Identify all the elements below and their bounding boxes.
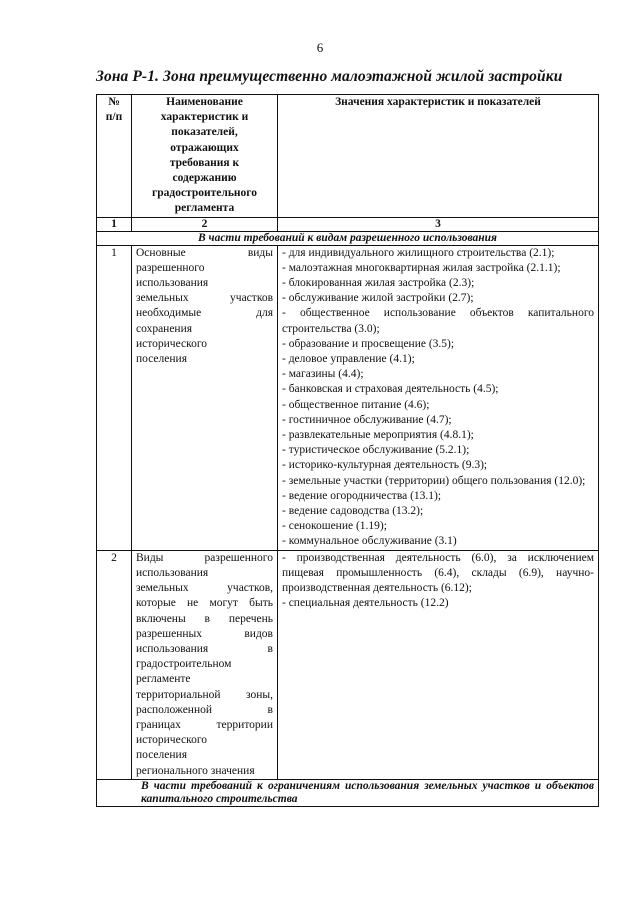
page-number: 6 bbox=[316, 40, 324, 55]
document-title: Зона Р-1. Зона преимущественно малоэтажной жилой застройки bbox=[96, 68, 563, 85]
table-row bbox=[97, 550, 599, 779]
list-item: - историко-культурная деятельность (9.3); bbox=[282, 459, 488, 472]
row-number: 2 bbox=[97, 550, 132, 779]
list-item: - производственная деятельность (6.0), за исключением пищевая промышленность (6.4), склады (6.9), научно-производственная деятельность (6.12); bbox=[282, 551, 594, 595]
header-values: Значения характеристик и показателей bbox=[278, 95, 599, 218]
list-item: - для индивидуального жилищного строительства (2.1); bbox=[282, 246, 555, 259]
list-item: - обслуживание жилой застройки (2.7); bbox=[282, 292, 474, 305]
column-number: 1 bbox=[97, 217, 132, 231]
list-item: - специальная деятельность (12.2) bbox=[282, 597, 449, 610]
row-values-list bbox=[278, 245, 599, 550]
section-heading: В части требований к ограничениям использования земельных участков и объектов капитального строительства bbox=[97, 779, 599, 806]
list-item: - гостиничное обслуживание (4.7); bbox=[282, 413, 452, 426]
table-row bbox=[97, 245, 599, 550]
column-number-row bbox=[97, 217, 599, 231]
list-item: - деловое управление (4.1); bbox=[282, 353, 415, 366]
header-number: № п/п bbox=[97, 95, 132, 218]
section-heading-row bbox=[97, 779, 599, 806]
column-number: 3 bbox=[278, 217, 599, 231]
list-item: - коммунальное обслуживание (3.1) bbox=[282, 535, 457, 548]
regulation-table bbox=[96, 94, 599, 807]
list-item: - туристическое обслуживание (5.2.1); bbox=[282, 444, 470, 457]
list-item: - банковская и страховая деятельность (4.5); bbox=[282, 383, 499, 396]
row-description: Виды разрешенного использования земельных участков, которые не могут быть включены в перечень разрешенных видов использования в градостроительном регламенте территориальной зоны, расположенной в границах территории исторического поселения регионального значения bbox=[132, 550, 278, 779]
section-heading-row bbox=[97, 231, 599, 245]
list-item: - общественное использование объектов капитального строительства (3.0); bbox=[282, 307, 594, 335]
list-item: - ведение садоводства (13.2); bbox=[282, 505, 424, 518]
list-item: - малоэтажная многоквартирная жилая застройка (2.1.1); bbox=[282, 261, 561, 274]
column-number: 2 bbox=[132, 217, 278, 231]
table-header-row bbox=[97, 95, 599, 218]
list-item: - образование и просвещение (3.5); bbox=[282, 337, 455, 350]
row-values-list bbox=[278, 550, 599, 779]
header-name: Наименование характеристик и показателей, отражающих требования к содержанию градостроительного регламента bbox=[132, 95, 278, 218]
section-heading: В части требований к видам разрешенного использования bbox=[97, 231, 599, 245]
list-item: - блокированная жилая застройка (2.3); bbox=[282, 277, 475, 290]
list-item: - общественное питание (4.6); bbox=[282, 398, 430, 411]
row-number: 1 bbox=[97, 245, 132, 550]
list-item: - магазины (4.4); bbox=[282, 368, 364, 381]
list-item: - сенокошение (1.19); bbox=[282, 520, 387, 533]
list-item: - развлекательные мероприятия (4.8.1); bbox=[282, 429, 474, 442]
list-item: - земельные участки (территории) общего пользования (12.0); bbox=[282, 474, 586, 487]
list-item: - ведение огородничества (13.1); bbox=[282, 489, 442, 502]
row-description: Основные виды разрешенного использования земельных участков необходимые для сохранения исторического поселения bbox=[132, 245, 278, 550]
